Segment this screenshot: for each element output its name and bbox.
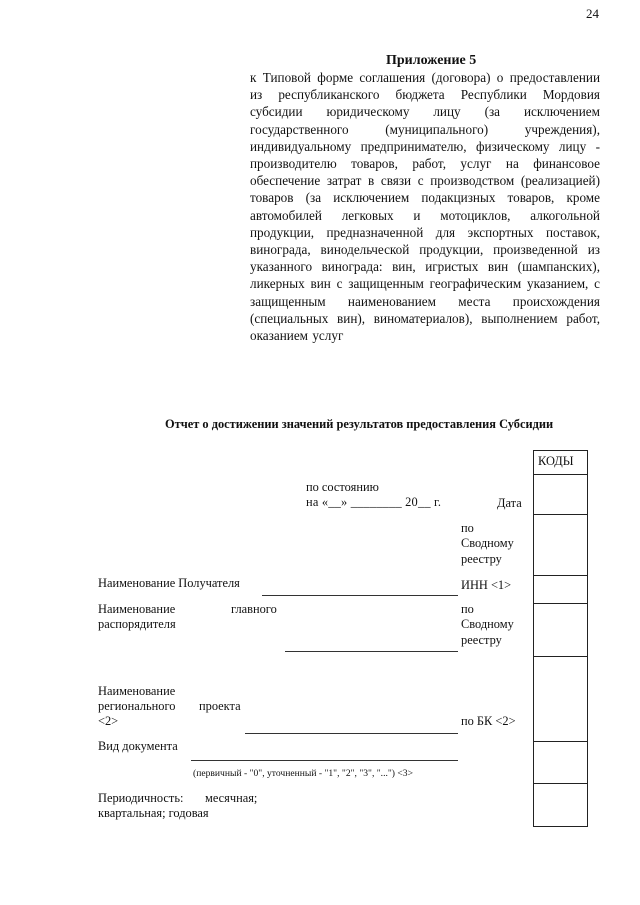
project-label-word3: проекта bbox=[199, 699, 241, 713]
code-cell-bk bbox=[534, 741, 587, 742]
bk-label: по БК <2> bbox=[461, 714, 516, 728]
manager-line bbox=[285, 651, 458, 652]
codes-header: КОДЫ bbox=[538, 454, 574, 468]
code-cell-registry-1 bbox=[534, 514, 587, 515]
consolidated-registry-label-1: по Сводному реестру bbox=[461, 521, 514, 566]
periodicity-label-word2: месячная; bbox=[205, 791, 258, 805]
consolidated-registry-label-2: по Сводному реестру bbox=[461, 602, 514, 647]
code-cell-project bbox=[534, 656, 587, 657]
code-cell-date bbox=[534, 474, 587, 475]
project-label-line3: <2> bbox=[98, 714, 119, 728]
doc-type-hint: (первичный - "0", уточненный - "1", "2", "3", "...") <3> bbox=[193, 768, 413, 779]
page-number: 24 bbox=[586, 6, 599, 21]
code-cell-periodicity bbox=[534, 783, 587, 784]
as-of-label: по состоянию bbox=[306, 480, 379, 494]
project-label-line1: Наименование bbox=[98, 684, 176, 698]
doc-type-line bbox=[191, 760, 458, 761]
periodicity-label-line1: Периодичность: bbox=[98, 791, 184, 805]
periodicity-label-line2: квартальная; годовая bbox=[98, 806, 209, 820]
code-cell-inn bbox=[534, 575, 587, 576]
project-label-line2: регионального bbox=[98, 699, 176, 713]
appendix-title: Приложение 5 bbox=[386, 53, 477, 68]
codes-column bbox=[533, 450, 588, 827]
doc-type-label: Вид документа bbox=[98, 739, 178, 753]
appendix-text: к Типовой форме соглашения (договора) о предоставлении из республиканского бюджета Республики Мордовия субсидии юридическому лицу (за исключением государственного (муниципального) учреждения), индивидуальному предпринимателю, физическому лицу - производителю товаров, работ, услуг на финансовое обеспечение затрат в связи с производством (реализацией) товаров (за исключением подакцизных товаров, кроме автомобилей легковых и мотоциклов, алкогольной продукции, предназначенной для экспортных поставок, винограда, винодельческой продукции, произведенной из указанного винограда: вин, игристых вин (шампанских), ликерных вин с защищенным географическим указанием, с защищенным наименованием места происхождения (специальных вин), виноматериалов), выполнением работ, оказанием услуг bbox=[250, 70, 600, 344]
date-line: на «__» ________ 20__ г. bbox=[306, 495, 442, 509]
recipient-line bbox=[262, 595, 458, 596]
manager-label-line1: Наименование bbox=[98, 602, 176, 616]
recipient-label: Наименование Получателя bbox=[98, 576, 240, 590]
inn-label: ИНН <1> bbox=[461, 578, 512, 592]
manager-label-line2: распорядителя bbox=[98, 617, 176, 631]
manager-label-word2: главного bbox=[231, 602, 277, 616]
date-label: Дата bbox=[497, 496, 522, 510]
code-cell-registry-2 bbox=[534, 603, 587, 604]
project-line bbox=[245, 733, 458, 734]
report-title: Отчет о достижении значений результатов предоставления Субсидии bbox=[165, 417, 554, 431]
